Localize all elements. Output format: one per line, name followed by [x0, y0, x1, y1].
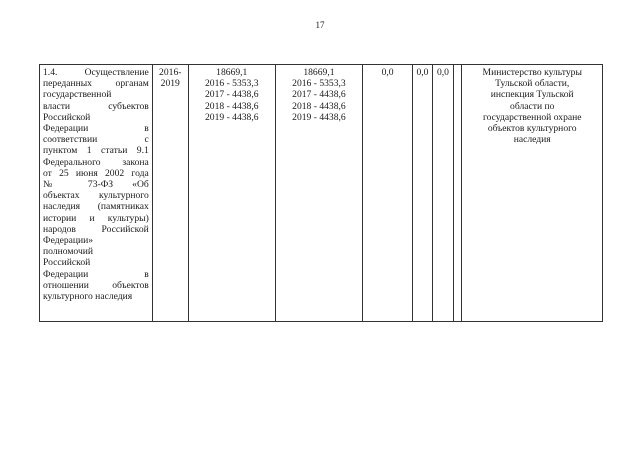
- years-line: 2016-: [159, 67, 182, 78]
- budget-funding-line: 2019 - 4438,6: [292, 111, 346, 123]
- description-line: Российской: [43, 111, 91, 123]
- description-line: наследия (памятниках: [43, 201, 149, 213]
- budget-funding-line: 2016 - 5353,3: [292, 78, 346, 90]
- total-funding-line: 2019 - 4438,6: [204, 111, 259, 123]
- description-line: от 25 июня 2002 года: [43, 167, 149, 179]
- responsible-line: наследия: [513, 134, 551, 146]
- responsible-line: объектов культурного: [487, 123, 577, 135]
- description-line: Российской: [43, 257, 91, 269]
- empty-cell: [454, 65, 462, 322]
- description-line: народов Российской: [43, 223, 149, 235]
- budget-funding-line: 2017 - 4438,6: [292, 89, 346, 101]
- responsible-line: Тульской области,: [495, 78, 570, 90]
- total-funding-line: 2017 - 4438,6: [204, 89, 259, 101]
- description-line: Федерации в: [43, 268, 149, 280]
- responsible-line: инспекция Тульской: [490, 89, 574, 101]
- description-line: соответствии с: [43, 134, 149, 146]
- description-line: № 73-ФЗ «Об: [43, 179, 149, 191]
- years-line: 2019: [160, 78, 180, 90]
- value-cell-1: 0,0: [363, 65, 413, 322]
- value-cell-2: 0,0: [413, 65, 432, 322]
- description-line: Федерального закона: [43, 156, 149, 168]
- description-line: 1.4. Осуществление: [43, 67, 149, 78]
- total-funding-line: 18669,1: [216, 67, 248, 78]
- total-funding-cell: [188, 65, 275, 322]
- description-line: полномочий: [43, 246, 94, 258]
- description-line: пунктом 1 статьи 9.1: [43, 145, 149, 157]
- table-row: [40, 65, 603, 322]
- description-line: Федерации»: [43, 235, 94, 247]
- program-table: [39, 64, 603, 322]
- total-funding-line: 2018 - 4438,6: [204, 100, 259, 112]
- description-line: культурного наследия: [43, 291, 133, 303]
- responsible-line: государственной охране: [482, 111, 582, 123]
- page-number: 17: [315, 20, 325, 30]
- description-cell: [40, 65, 153, 322]
- description-line: Федерации в: [43, 123, 149, 135]
- description-line: объектах культурного: [43, 190, 149, 202]
- description-line: отношении объектов: [43, 279, 149, 291]
- budget-funding-line: 18669,1: [303, 67, 335, 78]
- budget-funding-line: 2018 - 4438,6: [292, 100, 346, 112]
- description-line: переданных органам: [43, 78, 149, 90]
- responsible-cell: [462, 65, 603, 322]
- description-line: истории и культуры): [43, 212, 149, 224]
- description-line: государственной: [43, 89, 112, 101]
- description-line: власти субъектов: [43, 100, 149, 112]
- responsible-line: области по: [510, 100, 555, 112]
- budget-funding-cell: [275, 65, 362, 322]
- value-cell-3: 0,0: [432, 65, 454, 322]
- years-cell: [152, 65, 188, 322]
- total-funding-line: 2016 - 5353,3: [204, 78, 259, 90]
- responsible-line: Министерство культуры: [482, 67, 582, 78]
